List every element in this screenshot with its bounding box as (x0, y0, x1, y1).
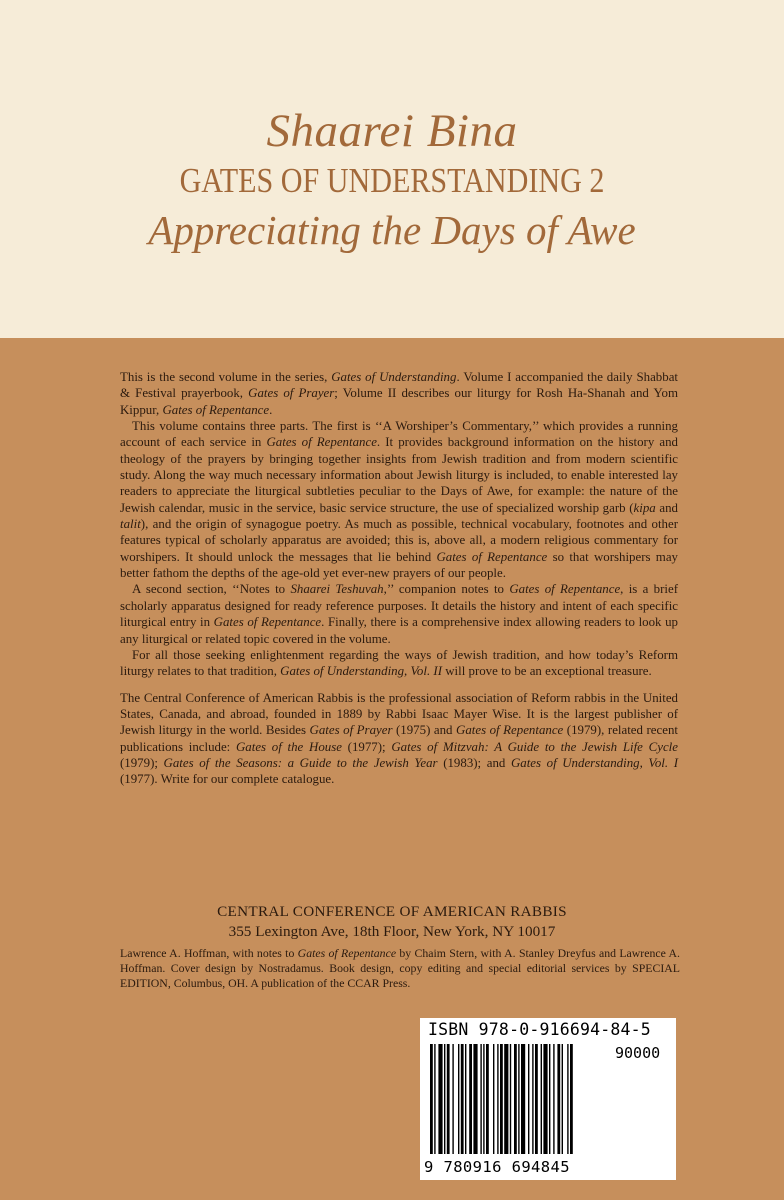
paragraph-contents: This volume contains three parts. The first is ‘‘A Worshiper’s Commentary,’’ which provides a running account of each service in Gates of Repentance. It provides background information on the history and theology of the prayers by bringing together insights from Jewish tradition and from modern scientific study. Along the way much necessary information about Jewish liturgy is included, to enable interested lay readers to appreciate the liturgical subtleties peculiar to the Days of Awe, for example: the nature of the Jewish calendar, music in the service, basic service structure, the use of specialized worship garb (kipa and talit), and the origin of synagogue poetry. As much as possible, technical vocabulary, footnotes and other features typical of scholarly apparatus are avoided; this is, above all, a modern religious commentary for worshipers. It should unlock the messages that lie behind Gates of Repentance so that worshipers may better fathom the depths of the age-old yet ever-new prayers of our people. (120, 419, 679, 581)
price-code: 90000 (615, 1044, 661, 1062)
credits-text: Lawrence A. Hoffman, with notes to Gates of Repentance by Chaim Stern, with A. Stanley Dreyfus and Lawrence A. Hoffman. Cover design by Nostradamus. Book design, copy editing and special editorial services by SPECIAL EDITION, Columbus, OH. A publication of the CCAR Press. (120, 946, 680, 991)
isbn-label: ISBN 978-0-916694-84-5 (428, 1020, 651, 1039)
publisher-address: 355 Lexington Ave, 18th Floor, New York, NY 10017 (228, 923, 556, 940)
paragraph-notes: A second section, ‘‘Notes to Shaarei Teshuvah,’’ companion notes to Gates of Repentance, is a brief scholarly apparatus designed for ready reference purposes. It details the history and intent of each specific liturgical entry in Gates of Repentance. Finally, there is a comprehensive index allowing readers to look up any liturgical or related topic covered in the volume. (120, 582, 678, 646)
description-text (120, 369, 678, 788)
english-title: GATES OF UNDERSTANDING 2 (179, 161, 605, 200)
publisher-name: CENTRAL CONFERENCE OF AMERICAN RABBIS (217, 903, 567, 920)
subtitle: Appreciating the Days of Awe (148, 207, 636, 253)
hebrew-title: Shaarei Bina (266, 105, 518, 157)
barcode-number: 9 780916 694845 (424, 1158, 570, 1176)
paragraph-ccar: The Central Conference of American Rabbis is the professional association of Reform rabbis in the United States, Canada, and abroad, founded in 1889 by Rabbi Isaac Mayer Wise. It is the largest publisher of Jewish liturgy in the world. Besides Gates of Prayer (1975) and Gates of Repentance (1979), related recent publications include: Gates of the House (1977); Gates of Mitzvah: A Guide to the Jewish Life Cycle (1979); Gates of the Seasons: a Guide to the Jewish Year (1983); and Gates of Understanding, Vol. I (1977). Write for our complete catalogue. (120, 690, 678, 787)
title-block (0, 105, 784, 255)
paragraph-intro: This is the second volume in the series, Gates of Understanding. Volume I accompanied the daily Shabbat & Festival prayerbook, Gates of Prayer; Volume II describes our liturgy for Rosh Ha-Shanah and Yom Kippur, Gates of Repentance. (120, 370, 679, 417)
barcode-box (420, 1018, 676, 1180)
paragraph-summary: For all those seeking enlightenment regarding the ways of Jewish tradition, and how today’s Reform liturgy relates to that tradition, Gates of Understanding, Vol. II will prove to be an exceptional treasure. (120, 647, 678, 679)
publisher-block (0, 902, 784, 942)
